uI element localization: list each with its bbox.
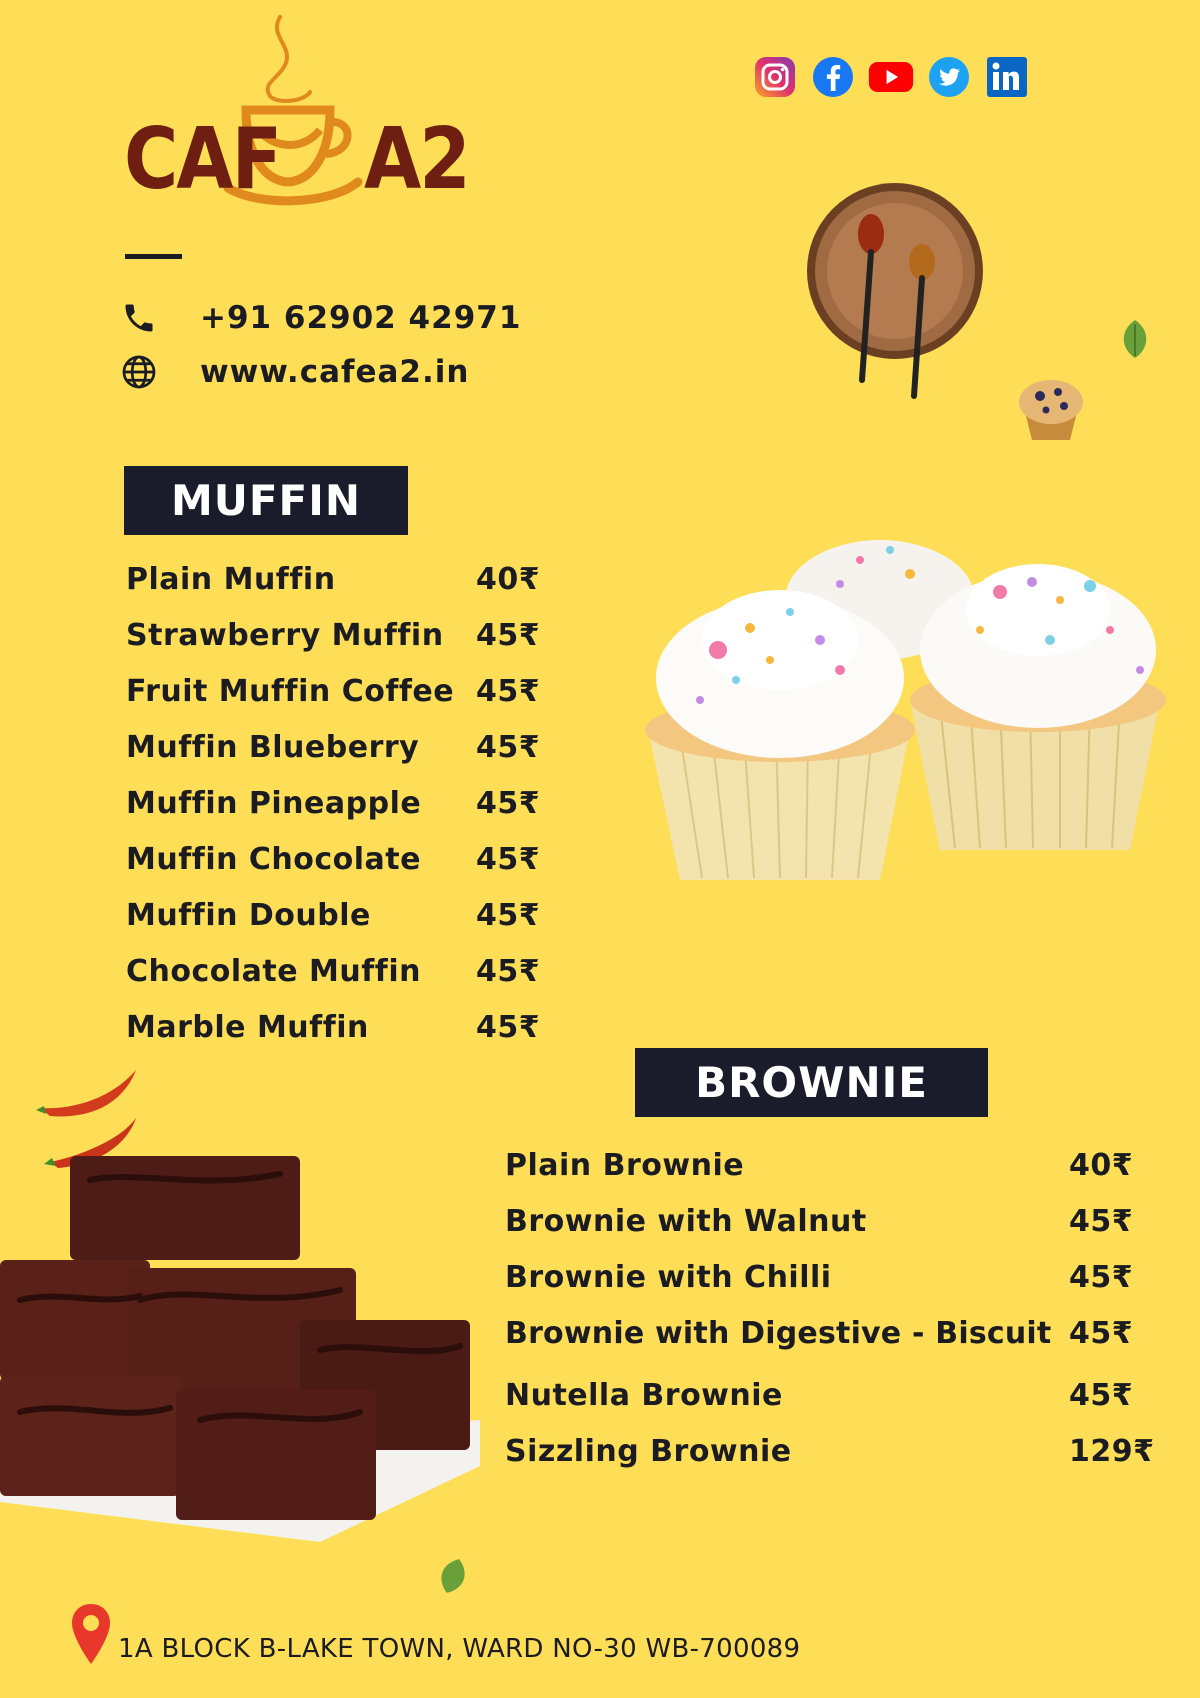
leaf-icon [1118,318,1152,360]
phone-number: +91 62902 42971 [200,300,522,336]
twitter-icon[interactable] [926,54,972,100]
item-price: 45₹ [476,842,541,877]
item-name: Brownie with Walnut [505,1204,867,1239]
item-name: Marble Muffin [126,1010,369,1045]
linkedin-icon[interactable] [984,54,1030,100]
item-price: 45₹ [476,674,541,709]
item-price: 45₹ [476,1010,541,1045]
item-name: Nutella Brownie [505,1378,783,1413]
menu-item [505,1316,1145,1378]
contact-phone-row [118,296,521,340]
spice-plate-image [800,180,990,402]
menu-item [126,898,566,954]
item-name: Muffin Chocolate [126,842,421,877]
instagram-icon[interactable] [752,54,798,100]
item-price: 45₹ [1069,1260,1134,1295]
item-price: 45₹ [476,618,541,653]
item-name: Fruit Muffin Coffee [126,674,455,709]
menu-item [505,1260,1145,1316]
logo-text-right: A2 [364,110,469,209]
divider [125,254,182,259]
item-name: Plain Brownie [505,1148,745,1183]
item-price: 40₹ [1069,1148,1134,1183]
item-name: Strawberry Muffin [126,618,444,653]
cupcakes-image [640,530,1170,890]
location-pin-icon [70,1602,112,1666]
muffin-section-heading: MUFFIN [124,466,408,535]
website-link[interactable]: www.cafea2.in [200,354,470,390]
brownie-menu-list [505,1148,1155,1490]
menu-item [505,1378,1145,1434]
item-name: Plain Muffin [126,562,336,597]
item-price: 45₹ [476,786,541,821]
item-price: 45₹ [1069,1316,1134,1351]
globe-icon [118,351,160,393]
item-price: 45₹ [1069,1378,1134,1413]
small-muffin-image [1012,368,1090,444]
item-name: Muffin Blueberry [126,730,420,765]
item-price: 45₹ [476,954,541,989]
menu-item [126,730,566,786]
item-name: Brownie with Digestive - Biscuit [505,1316,1052,1351]
menu-item [505,1148,1145,1204]
item-price: 45₹ [476,730,541,765]
leaf-icon [436,1556,470,1596]
menu-item [126,562,566,618]
item-name: Brownie with Chilli [505,1260,832,1295]
item-name: Muffin Pineapple [126,786,422,821]
item-price: 129₹ [1069,1434,1155,1469]
contact-website-row [118,350,469,394]
menu-item [505,1434,1155,1490]
menu-item [126,842,566,898]
menu-item [126,954,566,1010]
menu-item [126,1010,566,1066]
item-price: 40₹ [476,562,541,597]
menu-item [126,674,566,730]
brownies-image [0,1150,490,1542]
brownie-section-heading: BROWNIE [635,1048,988,1117]
muffin-menu-list [126,562,566,1066]
item-name: Muffin Double [126,898,371,933]
phone-icon [118,297,160,339]
facebook-icon[interactable] [810,54,856,100]
menu-item [505,1204,1145,1260]
item-name: Sizzling Brownie [505,1434,792,1469]
menu-item [126,618,566,674]
menu-item [126,786,566,842]
cafe-logo [120,12,469,212]
youtube-icon[interactable] [868,54,914,100]
item-name: Chocolate Muffin [126,954,421,989]
item-price: 45₹ [476,898,541,933]
social-links [752,54,1030,100]
address-text: 1A BLOCK B-LAKE TOWN, WARD NO-30 WB-700089 [118,1634,801,1664]
logo-text-left: CAF [124,110,281,209]
item-price: 45₹ [1069,1204,1134,1239]
